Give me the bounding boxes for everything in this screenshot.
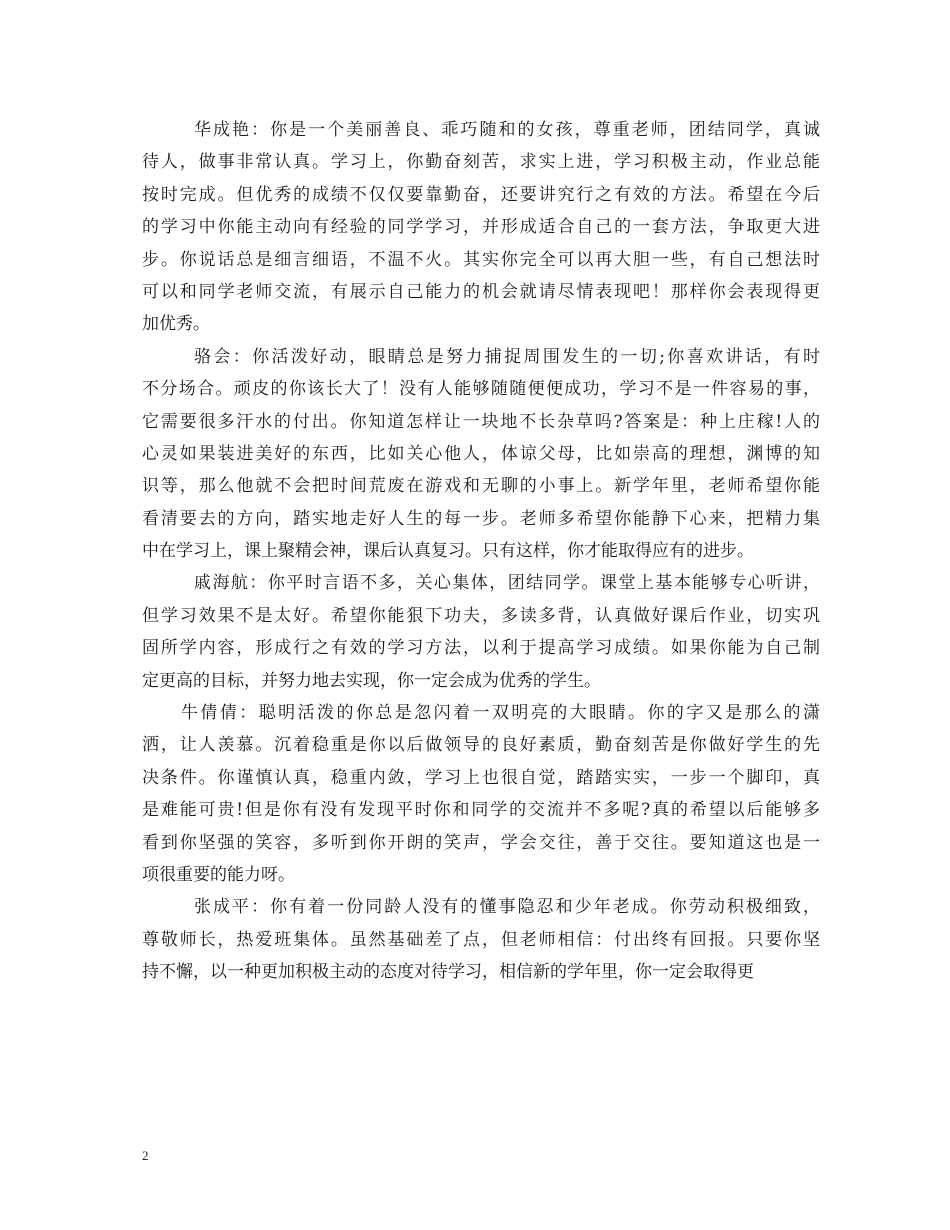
text-line: 加优秀。 <box>142 314 210 335</box>
text-line: 的学习中你能主动向有经验的同学学习，并形成适合自己的一套方法，争取更大进 <box>142 217 820 238</box>
text-line: 定更高的目标，并努力地去实现，你一定会成为优秀的学生。 <box>142 670 601 691</box>
text-line: 持不懈，以一种更加积极主动的态度对待学习，相信新的学年里，你一定会取得更 <box>142 962 754 983</box>
text-line: 牛倩倩：聪明活泼的你总是忽闪着一双明亮的大眼睛。你的字又是那么的潇 <box>181 703 820 724</box>
text-line: 步。你说话总是细言细语，不温不火。其实你完全可以再大胆一些，有自己想法时 <box>142 249 820 270</box>
text-line: 不分场合。顽皮的你该长大了！没有人能够随随便便成功，学习不是一件容易的事， <box>142 379 820 400</box>
text-line: 看清要去的方向，踏实地走好人生的每一步。老师多希望你能静下心来，把精力集 <box>142 508 820 529</box>
paragraph <box>142 114 820 341</box>
text-line: 待人，做事非常认真。学习上，你勤奋刻苦，求实上进，学习积极主动，作业总能 <box>142 152 820 173</box>
text-line: 张成平：你有着一份同龄人没有的懂事隐忍和少年老成。你劳动积极细致， <box>194 897 820 918</box>
text-line: 尊敬师长，热爱班集体。虽然基础差了点，但老师相信：付出终有回报。只要你坚 <box>142 929 820 950</box>
text-line: 华成艳：你是一个美丽善良、乖巧随和的女孩，尊重老师，团结同学，真诚 <box>194 120 820 140</box>
text-line: 识等，那么他就不会把时间荒废在游戏和无聊的小事上。新学年里，老师希望你能 <box>142 476 820 497</box>
text-body <box>142 114 820 989</box>
text-line: 洒，让人羡慕。沉着稳重是你以后做领导的良好素质，勤奋刻苦是你做好学生的先 <box>142 735 820 756</box>
paragraph <box>142 341 820 568</box>
text-line: 是难能可贵!但是你有没有发现平时你和同学的交流并不多呢?真的希望以后能够多 <box>142 800 820 821</box>
text-line: 心灵如果装进美好的东西，比如关心他人，体谅父母，比如崇高的理想，渊博的知 <box>142 443 820 464</box>
text-line: 戚海航：你平时言语不多，关心集体，团结同学。课堂上基本能够专心听讲， <box>194 573 820 594</box>
text-line: 中在学习上，课上聚精会神，课后认真复习。只有这样，你才能取得应有的进步。 <box>142 541 754 562</box>
text-line: 看到你坚强的笑容，多听到你开朗的笑声，学会交往，善于交往。要知道这也是一 <box>142 832 820 853</box>
paragraph <box>142 697 820 891</box>
text-line: 项很重要的能力呀。 <box>142 864 295 885</box>
text-line: 可以和同学老师交流，有展示自己能力的机会就请尽情表现吧！那样你会表现得更 <box>142 281 820 302</box>
text-line: 按时完成。但优秀的成绩不仅仅要靠勤奋，还要讲究行之有效的方法。希望在今后 <box>142 184 820 205</box>
text-line: 它需要很多汗水的付出。你知道怎样让一块地不长杂草吗?答案是：种上庄稼!人的 <box>142 411 820 432</box>
paragraph <box>142 891 820 988</box>
text-line: 骆会：你活泼好动，眼睛总是努力捕捉周围发生的一切;你喜欢讲话，有时 <box>194 346 820 367</box>
text-line: 固所学内容，形成行之有效的学习方法，以利于提高学习成绩。如果你能为自己制 <box>142 638 820 659</box>
page-number: 2 <box>142 1148 149 1163</box>
paragraph <box>142 567 820 697</box>
text-line: 决条件。你谨慎认真，稳重内敛，学习上也很自觉，踏踏实实，一步一个脚印，真 <box>142 767 820 788</box>
text-line: 但学习效果不是太好。希望你能狠下功夫，多读多背，认真做好课后作业，切实巩 <box>142 605 820 626</box>
